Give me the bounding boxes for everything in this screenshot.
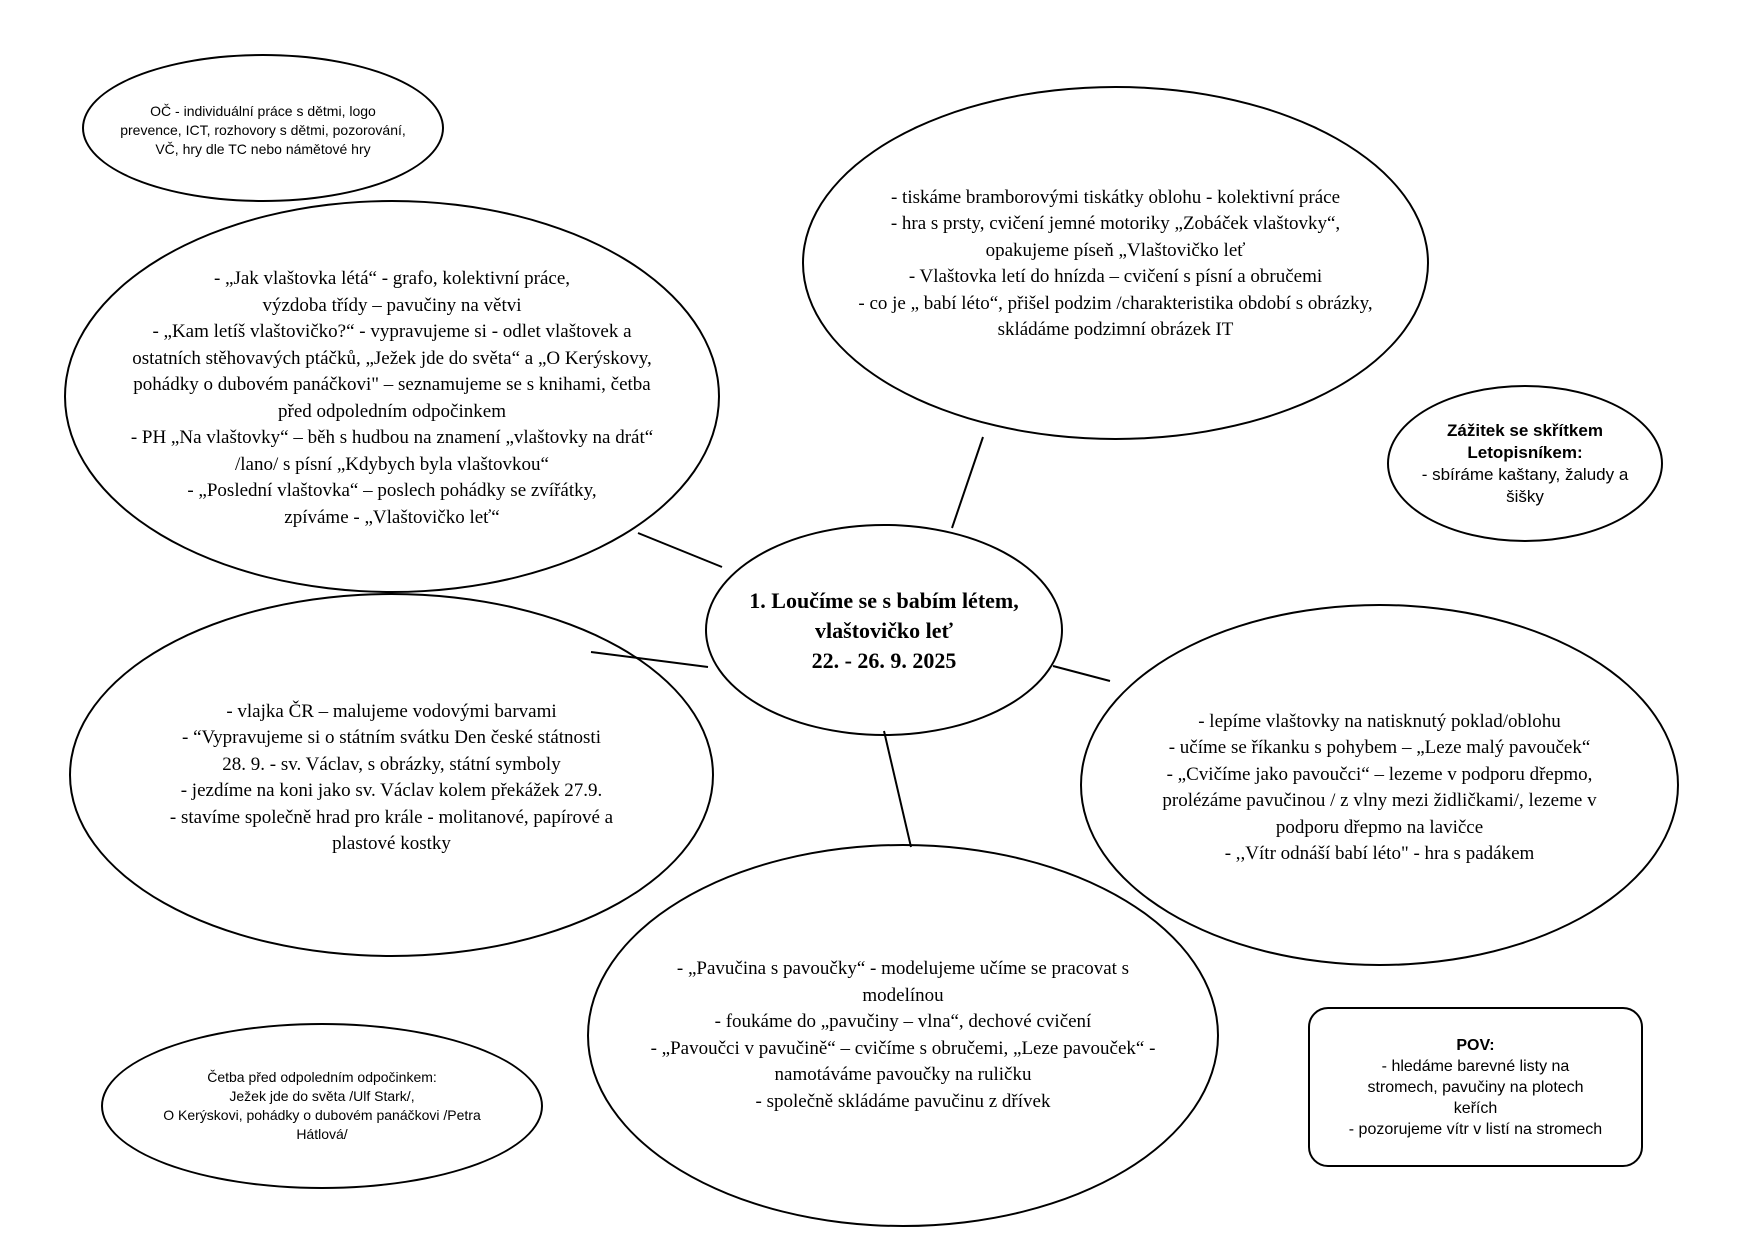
oc-bubble <box>82 54 444 202</box>
swallow-line: ostatních stěhovavých ptáčků, „Ježek jde do světa“ a „O Kerýskovy, <box>132 347 652 369</box>
spider-activities-bubble <box>1080 604 1679 966</box>
reading-bubble <box>101 1023 543 1189</box>
czech-line: plastové kostky <box>332 833 451 854</box>
reading-line: Četba před odpoledním odpočinkem: <box>207 1069 437 1085</box>
printing-line: - Vlaštovka letí do hnízda – cvičení s písní a obručemi <box>908 266 1323 287</box>
swallow-line: - „Kam letíš vlaštovičko?“ - vypravujeme si - odlet vlaštovek a <box>152 321 632 342</box>
center-title-line: vlaštovičko leť <box>815 618 953 643</box>
pov-line: stromech, pavučiny na plotech <box>1367 1078 1584 1096</box>
spider-line: - ,,Vítr odnáší babí léto" - hra s padákem <box>1224 843 1535 864</box>
swallow-activities-bubble <box>64 200 720 593</box>
printing-line: skládáme podzimní obrázek IT <box>997 319 1234 340</box>
pov-box <box>1308 1007 1643 1167</box>
swallow-line: /lano/ s písní „Kdybych byla vlaštovkou“ <box>235 453 549 475</box>
experience-text: - sbíráme kaštany, žaludy a <box>1421 464 1629 484</box>
web-activities-bubble <box>587 844 1219 1227</box>
printing-line: - tiskáme bramborovými tiskátky oblohu - kolektivní práce <box>890 186 1341 208</box>
reading-line: Hátlová/ <box>296 1126 348 1142</box>
experience-bubble <box>1387 385 1663 542</box>
czech-line: - stavíme společně hrad pro krále - molitanové, papírové a <box>169 806 614 828</box>
experience-title: Letopisníkem: <box>1467 442 1583 462</box>
oc-line: prevence, ICT, rozhovory s dětmi, pozorování, <box>120 121 406 138</box>
oc-line: VČ, hry dle TC nebo námětové hry <box>155 140 371 157</box>
czech-line: - “Vypravujeme si o státním svátku Den české státnosti <box>182 727 601 748</box>
swallow-line: pohádky o dubovém panáčkovi" – seznamujeme se s knihami, četba <box>133 374 651 395</box>
swallow-line: výzdoba třídy – pavučiny na větvi <box>262 294 522 316</box>
czech-statehood-bubble <box>69 593 714 957</box>
swallow-line: - „Poslední vlaštovka“ – poslech pohádky se zvířátky, <box>187 480 597 501</box>
connector-center-to-web <box>884 731 911 847</box>
spider-line: - učíme se říkanku s pohybem – „Leze malý pavouček“ <box>1168 737 1591 758</box>
pov-line: - hledáme barevné listy na <box>1381 1057 1570 1075</box>
web-line: modelínou <box>862 984 944 1006</box>
swallow-line: zpíváme - „Vlaštovičko leť“ <box>284 506 500 528</box>
printing-activities-bubble <box>802 86 1429 440</box>
oc-line: OČ - individuální práce s dětmi, logo <box>150 102 376 119</box>
central-topic <box>705 524 1063 736</box>
czech-line: 28. 9. - sv. Václav, s obrázky, státní symboly <box>222 753 561 775</box>
swallow-line: - PH „Na vlaštovky“ – běh s hudbou na znamení „vlaštovky na drát“ <box>130 427 654 448</box>
printing-line: - hra s prsty, cvičení jemné motoriky „Zobáček vlaštovky“, <box>890 213 1341 234</box>
center-date: 22. - 26. 9. 2025 <box>811 648 957 673</box>
reading-line: O Kerýskovi, pohádky o dubovém panáčkovi /Petra <box>163 1107 481 1123</box>
pov-line: - pozorujeme vítr v listí na stromech <box>1348 1120 1603 1138</box>
web-line: - foukáme do „pavučiny – vlna“, dechové cvičení <box>714 1011 1092 1032</box>
experience-text: šišky <box>1506 486 1544 506</box>
czech-line: - vlajka ČR – malujeme vodovými barvami <box>226 700 557 722</box>
connector-center-to-printing <box>952 437 983 528</box>
pov-line: keřích <box>1453 1099 1498 1117</box>
spider-line: - lepíme vlaštovky na natisknutý poklad/oblohu <box>1198 710 1561 732</box>
web-line: - společně skládáme pavučinu z dřívek <box>755 1090 1051 1112</box>
czech-line: - jezdíme na koni jako sv. Václav kolem překážek 27.9. <box>180 780 603 801</box>
web-line: namotáváme pavoučky na ruličku <box>774 1064 1032 1085</box>
web-line: - „Pavoučci v pavučině“ – cvičíme s obručemi, „Leze pavouček“ - <box>650 1037 1156 1059</box>
spider-line: prolézáme pavučinou / z vlny mezi židličkami/, lezeme v <box>1162 790 1597 811</box>
printing-line: - co je „ babí léto“, přišel podzim /charakteristika období s obrázky, <box>858 292 1373 314</box>
experience-title: Zážitek se skřítkem <box>1447 420 1603 440</box>
connector-center-to-spider <box>1053 666 1110 681</box>
pov-title: POV: <box>1456 1036 1495 1054</box>
spider-line: - „Cvičíme jako pavoučci“ – lezeme v podporu dřepmo, <box>1166 763 1593 785</box>
reading-line: Ježek jde do světa /Ulf Stark/, <box>229 1088 415 1104</box>
center-title-line: 1. Loučíme se s babím létem, <box>749 588 1019 613</box>
spider-line: podporu dřepmo na lavičce <box>1275 816 1484 838</box>
swallow-line: - „Jak vlaštovka létá“ - grafo, kolektivní práce, <box>213 268 571 289</box>
swallow-line: před odpoledním odpočinkem <box>278 400 506 422</box>
connector-center-to-swallow <box>638 533 722 567</box>
printing-line: opakujeme píseň „Vlaštovičko leť <box>985 239 1246 261</box>
web-line: - „Pavučina s pavoučky“ - modelujeme učíme se pracovat s <box>676 958 1130 979</box>
